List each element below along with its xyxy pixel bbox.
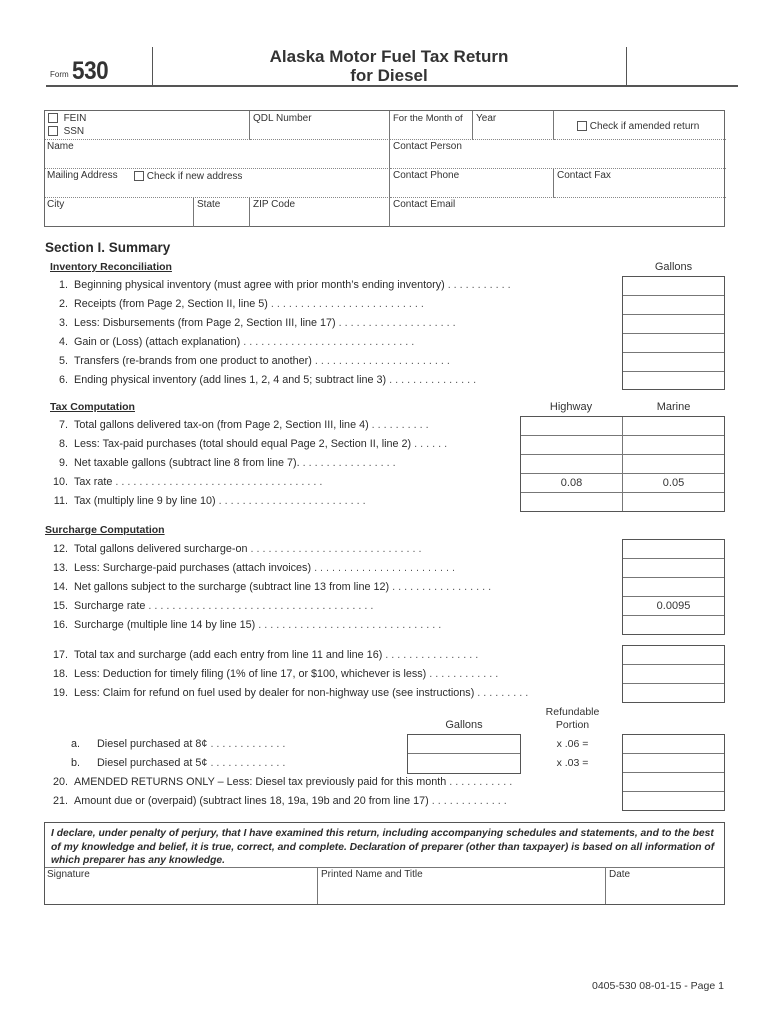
inventory-line-5: 5. Transfers (re-brands from one product to another) . . . . . . . . . . . . . . . . . . . . . . . — [58, 355, 450, 367]
inventory-entry-column — [622, 276, 725, 390]
line-18-input[interactable] — [623, 665, 724, 684]
gallons-entry-box — [407, 734, 521, 774]
name-field[interactable] — [45, 140, 390, 169]
zip-code-label: ZIP Code — [253, 199, 296, 210]
marine-column-header: Marine — [656, 401, 691, 413]
mailing-address-label: Mailing Address — [47, 170, 118, 181]
surcharge-line-13: 13. Less: Surcharge-paid purchases (attach invoices) . . . . . . . . . . . . . . . . . . . . . . . . — [52, 562, 456, 574]
tax-row-11 — [521, 493, 724, 512]
final-entry-column — [622, 734, 725, 811]
declaration-text: I declare, under penalty of perjury, that I have examined this return, including accompanying schedules and statements, and to the best of my knowledge and belief, it is true, correct, and complete. Declaration of preparer (other than taxpayer) is based on all information of which preparer has any knowledge. — [51, 828, 715, 866]
line-5-gallons-input[interactable] — [623, 353, 724, 372]
ssn-checkbox[interactable] — [48, 126, 58, 136]
gallons-column-header: Gallons — [654, 261, 693, 273]
line-19a-refund-input[interactable] — [623, 735, 724, 754]
tax-row-10 — [521, 474, 724, 493]
signature-field[interactable] — [45, 868, 317, 905]
tax-row-8 — [521, 436, 724, 455]
form-title-line1: Alaska Motor Fuel Tax Return — [269, 47, 509, 66]
surcharge-line-15: 15. Surcharge rate . . . . . . . . . . . . . . . . . . . . . . . . . . . . . . . . . . . . . . — [52, 600, 374, 612]
inventory-line-3: 3. Less: Disbursements (from Page 2, Section III, line 17) . . . . . . . . . . . . . . . . . . . . — [58, 317, 456, 329]
line-19b-gallons-input[interactable] — [408, 754, 520, 773]
contact-person-label: Contact Person — [393, 141, 462, 152]
line-1-gallons-input[interactable] — [623, 277, 724, 296]
line-19a: a. Diesel purchased at 8¢ . . . . . . . . . . . . . — [70, 738, 286, 750]
year-label: Year — [476, 113, 497, 124]
line-20-input[interactable] — [623, 773, 724, 792]
tax-line-9: 9. Net taxable gallons (subtract line 8 from line 7). . . . . . . . . . . . . . . . . — [58, 457, 396, 469]
tax-entry-grid — [520, 416, 725, 512]
line-19a-multiplier: x .06 = — [556, 738, 589, 750]
line-20: 20. AMENDED RETURNS ONLY – Less: Diesel tax previously paid for this month . . . . . . . . . . . — [52, 776, 513, 788]
surcharge-line-12: 12. Total gallons delivered surcharge-on . . . . . . . . . . . . . . . . . . . . . . . . . . . . . — [52, 543, 422, 555]
inventory-line-4: 4. Gain or (Loss) (attach explanation) . . . . . . . . . . . . . . . . . . . . . . . . . . . . . — [58, 336, 415, 348]
contact-fax-label: Contact Fax — [557, 170, 611, 181]
tax-row-9 — [521, 455, 724, 474]
amended-checkbox[interactable] — [577, 121, 587, 131]
tax-line-11: 11. Tax (multiply line 9 by line 10) . . . . . . . . . . . . . . . . . . . . . . . . . — [53, 495, 366, 507]
line-19-input[interactable] — [623, 684, 724, 703]
declaration-box — [44, 822, 725, 905]
surcharge-line-14: 14. Net gallons subject to the surcharge (subtract line 13 from line 12) . . . . . . . . . . . . . . . . . — [52, 581, 492, 593]
contact-email-label: Contact Email — [393, 199, 456, 210]
name-label: Name — [47, 141, 74, 152]
month-label: For the Month of — [393, 113, 463, 124]
tax-line-10: 10. Tax rate . . . . . . . . . . . . . . . . . . . . . . . . . . . . . . . . . . . — [52, 476, 323, 488]
header-rule — [46, 85, 738, 87]
date-label: Date — [609, 869, 631, 880]
inventory-line-6: 6. Ending physical inventory (add lines 1, 2, 4 and 5; subtract line 3) . . . . . . . . . . . . . . . — [58, 374, 477, 386]
tax-line-7: 7. Total gallons delivered tax-on (from Page 2, Section III, line 4) . . . . . . . . . . — [58, 419, 429, 431]
taxpayer-info-grid — [44, 110, 725, 227]
refundable-header-line1: Refundable — [545, 706, 600, 718]
line-19a-gallons-input[interactable] — [408, 735, 520, 754]
line-19b-multiplier: x .03 = — [556, 757, 589, 769]
line-17-input[interactable] — [623, 646, 724, 665]
line-2-gallons-input[interactable] — [623, 296, 724, 315]
refundable-header-line2: Portion — [555, 719, 590, 731]
total-line-19: 19. Less: Claim for refund on fuel used by dealer for non-highway use (see instructions) . . . . . . . . . — [52, 687, 529, 699]
city-label: City — [47, 199, 65, 210]
new-address-checkbox[interactable] — [134, 171, 144, 181]
total-line-17: 17. Total tax and surcharge (add each entry from line 11 and line 16) . . . . . . . . . . . . . . . . — [52, 649, 479, 661]
line-14-input[interactable] — [623, 578, 724, 597]
ssn-option[interactable] — [48, 126, 84, 137]
line-3-gallons-input[interactable] — [623, 315, 724, 334]
line-16-input[interactable] — [623, 616, 724, 635]
form-title-line2: for Diesel — [350, 66, 428, 85]
qdl-number-label: QDL Number — [253, 113, 312, 124]
form-footer-id: 0405-530 08-01-15 - Page 1 — [592, 980, 724, 992]
highway-column-header: Highway — [549, 401, 593, 413]
gallons-subheader: Gallons — [445, 719, 483, 731]
amended-label: Check if amended return — [589, 121, 700, 132]
fein-checkbox[interactable] — [48, 113, 58, 123]
tax-row-7 — [521, 417, 724, 436]
line-6-gallons-input[interactable] — [623, 372, 724, 391]
section-title: Section I. Summary — [45, 240, 171, 255]
inventory-line-2: 2. Receipts (from Page 2, Section II, line 5) . . . . . . . . . . . . . . . . . . . . . . . . . . — [58, 298, 424, 310]
line-19b: b. Diesel purchased at 5¢ . . . . . . . . . . . . . — [70, 757, 286, 769]
line-19b-refund-input[interactable] — [623, 754, 724, 773]
line-10-highway-rate: 0.08 — [560, 477, 583, 489]
state-label: State — [197, 199, 221, 210]
total-line-18: 18. Less: Deduction for timely filing (1% of line 17, or $100, whichever is less) . . . . . . . . . . . . — [52, 668, 499, 680]
line-21-input[interactable] — [623, 792, 724, 811]
contact-phone-label: Contact Phone — [393, 170, 460, 181]
line-21: 21. Amount due or (overpaid) (subtract lines 18, 19a, 19b and 20 from line 17) . . . . . . . . . . . . . — [52, 795, 507, 807]
tax-computation-heading: Tax Computation — [50, 401, 135, 413]
inventory-heading: Inventory Reconciliation — [50, 261, 172, 273]
totals-entry-column — [622, 645, 725, 703]
tax-line-8: 8. Less: Tax-paid purchases (total should equal Page 2, Section II, line 2) . . . . . . — [58, 438, 448, 450]
header-divider-right — [626, 47, 627, 86]
city-field[interactable] — [45, 198, 194, 227]
printed-name-label: Printed Name and Title — [321, 869, 423, 880]
line-10-marine-rate: 0.05 — [662, 477, 685, 489]
printed-name-field[interactable] — [318, 868, 605, 905]
inventory-line-1: 1. Beginning physical inventory (must agree with prior month’s ending inventory) . . . . . . . . . . . — [58, 279, 511, 291]
surcharge-entry-column — [622, 539, 725, 635]
ssn-label: SSN — [63, 126, 85, 137]
line-12-input[interactable] — [623, 540, 724, 559]
amended-option[interactable] — [577, 121, 699, 132]
surcharge-line-16: 16. Surcharge (multiple line 14 by line 15) . . . . . . . . . . . . . . . . . . . . . . . . . . . . . . . — [52, 619, 442, 631]
form-label: Form — [50, 70, 69, 79]
new-address-label: Check if new address — [146, 171, 243, 182]
fein-option[interactable] — [48, 113, 86, 124]
line-4-gallons-input[interactable] — [623, 334, 724, 353]
surcharge-heading: Surcharge Computation — [45, 524, 165, 536]
line-15-rate: 0.0095 — [623, 597, 724, 616]
line-13-input[interactable] — [623, 559, 724, 578]
form-number: 530 — [72, 57, 109, 85]
signature-label: Signature — [47, 869, 90, 880]
new-address-option[interactable] — [134, 171, 242, 182]
date-field[interactable] — [606, 868, 724, 905]
fein-label: FEIN — [63, 113, 87, 124]
